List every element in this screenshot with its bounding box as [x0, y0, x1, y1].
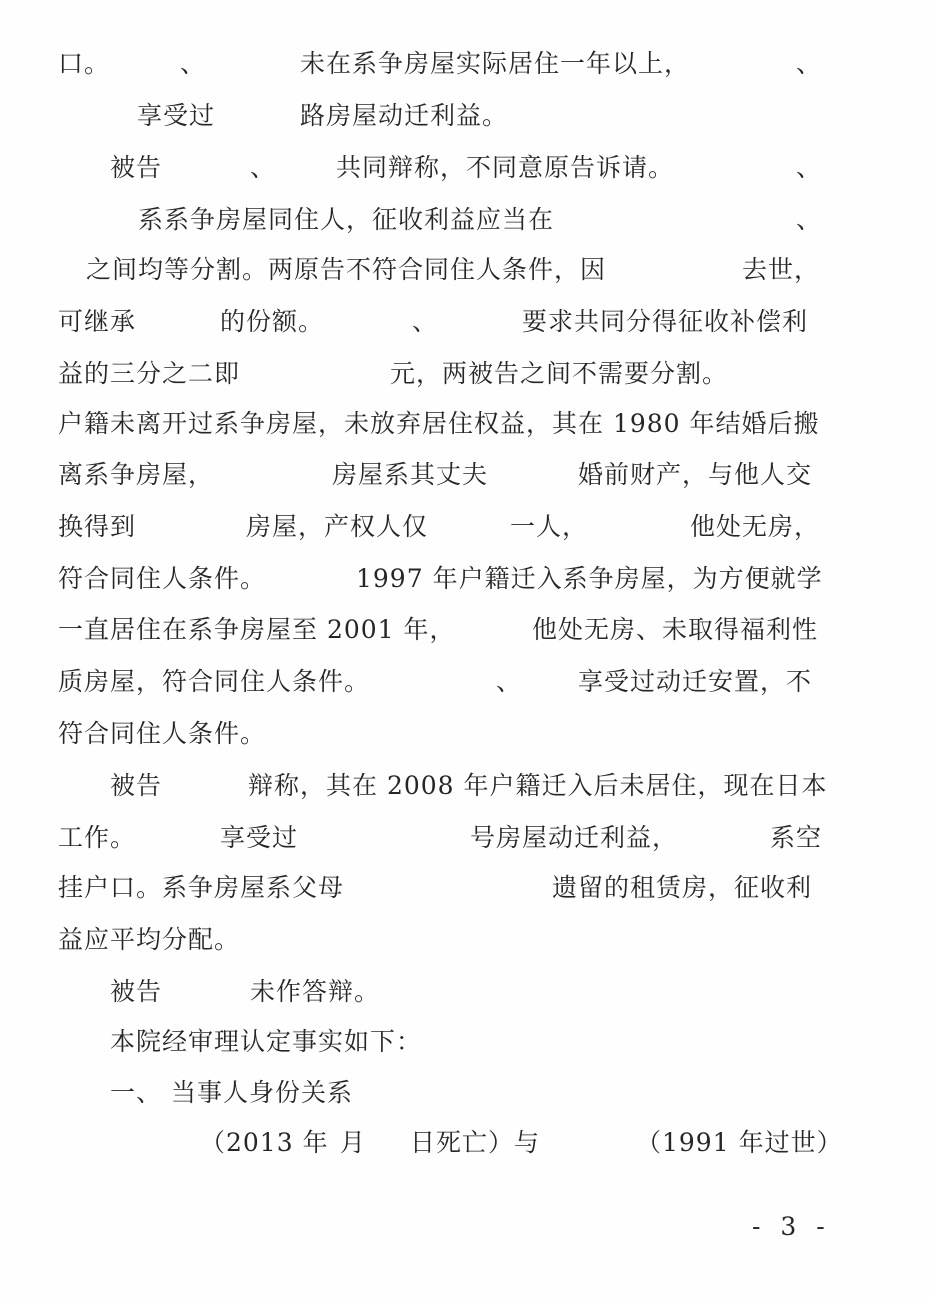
text-line	[0, 404, 930, 444]
text-segment: 的份额。	[220, 307, 325, 336]
text-line	[0, 662, 930, 702]
text-segment: 未在系争房屋实际居住一年以上，	[300, 49, 691, 78]
text-segment: 、	[796, 153, 823, 182]
text-segment: 符合同住人条件。	[58, 564, 267, 593]
text-segment: 、	[180, 49, 207, 78]
text-segment: 他处无房、未取得福利性	[532, 615, 819, 644]
text-segment: 益应平均分配。	[58, 925, 241, 954]
text-segment: 挂户口。系争房屋系父母	[58, 873, 345, 902]
text-segment: 要求共同分得征收补偿利	[522, 307, 809, 336]
text-segment: 元，两被告之间不需要分割。	[390, 359, 729, 388]
text-line	[0, 714, 930, 754]
text-segment: 号房屋动迁利益，	[470, 823, 679, 852]
text-segment: 换得到	[58, 512, 137, 541]
text-segment: 离系争房屋，	[58, 460, 215, 489]
text-segment: 享受过	[137, 101, 216, 130]
text-line	[0, 302, 930, 342]
text-segment: 共同辩称，不同意原告诉请。	[336, 153, 675, 182]
text-segment: 之间均等分割。两原告不符合同住人条件，因	[86, 255, 607, 284]
text-segment: 、	[796, 49, 823, 78]
text-segment: 工作。	[58, 823, 137, 852]
text-segment: 、	[250, 153, 277, 182]
text-line	[0, 200, 930, 240]
text-segment: 婚前财产，与他人交	[578, 460, 813, 489]
text-line	[0, 354, 930, 394]
text-segment: 1997 年户籍迁入系争房屋，为方便就学	[356, 564, 823, 593]
text-line	[0, 610, 930, 650]
text-line	[0, 1022, 930, 1062]
text-segment: 辩称，其在 2008 年户籍迁入后未居住，现在日本	[248, 771, 828, 800]
text-line	[0, 148, 930, 188]
text-line	[0, 507, 930, 547]
text-segment: 享受过	[220, 823, 299, 852]
text-segment: 一直居住在系争房屋至 2001 年，	[58, 615, 456, 644]
text-line	[0, 44, 930, 84]
text-segment: 、	[412, 307, 439, 336]
text-segment: 房屋系其丈夫	[332, 460, 489, 489]
text-segment: 口。	[58, 49, 111, 78]
text-segment: 被告	[110, 153, 163, 182]
text-line	[0, 766, 930, 806]
text-segment: 符合同住人条件。	[58, 719, 267, 748]
text-segment: 系空	[770, 823, 823, 852]
text-segment: 本院经审理认定事实如下：	[110, 1027, 423, 1056]
section-heading	[0, 1073, 930, 1113]
text-segment: 、	[496, 667, 523, 696]
text-segment: 系系争房屋同住人，征收利益应当在	[138, 205, 555, 234]
text-segment: 他处无房，	[690, 512, 821, 541]
text-segment: 月	[340, 1128, 367, 1157]
text-segment: 户籍未离开过系争房屋，未放弃居住权益，其在 1980 年结婚后搬	[58, 409, 820, 438]
text-segment: 去世，	[742, 255, 821, 284]
text-line	[0, 818, 930, 858]
text-segment: 被告	[110, 771, 163, 800]
text-line	[0, 1123, 930, 1163]
text-segment: 路房屋动迁利益。	[300, 101, 509, 130]
text-segment: 一、 当事人身份关系	[110, 1078, 353, 1107]
text-line	[0, 96, 930, 136]
text-segment: （2013 年	[200, 1128, 329, 1157]
text-line	[0, 250, 930, 290]
text-segment: 被告	[110, 977, 163, 1006]
text-line	[0, 972, 930, 1012]
text-segment: 、	[796, 205, 823, 234]
text-segment: 未作答辩。	[250, 977, 381, 1006]
text-segment: 享受过动迁安置，不	[578, 667, 813, 696]
text-segment: 益的三分之二即	[58, 359, 241, 388]
text-segment: 房屋，产权人仅	[246, 512, 429, 541]
text-line	[0, 455, 930, 495]
text-segment: 日死亡）与	[410, 1128, 541, 1157]
text-segment: 一人，	[510, 512, 589, 541]
text-segment: 遗留的租赁房，征收利	[552, 873, 813, 902]
text-line	[0, 920, 930, 960]
text-line	[0, 559, 930, 599]
page-number: - 3 -	[752, 1212, 831, 1241]
text-line	[0, 868, 930, 908]
text-segment: （1991 年过世）	[636, 1128, 843, 1157]
text-segment: 质房屋，符合同住人条件。	[58, 667, 371, 696]
text-segment: 可继承	[58, 307, 137, 336]
